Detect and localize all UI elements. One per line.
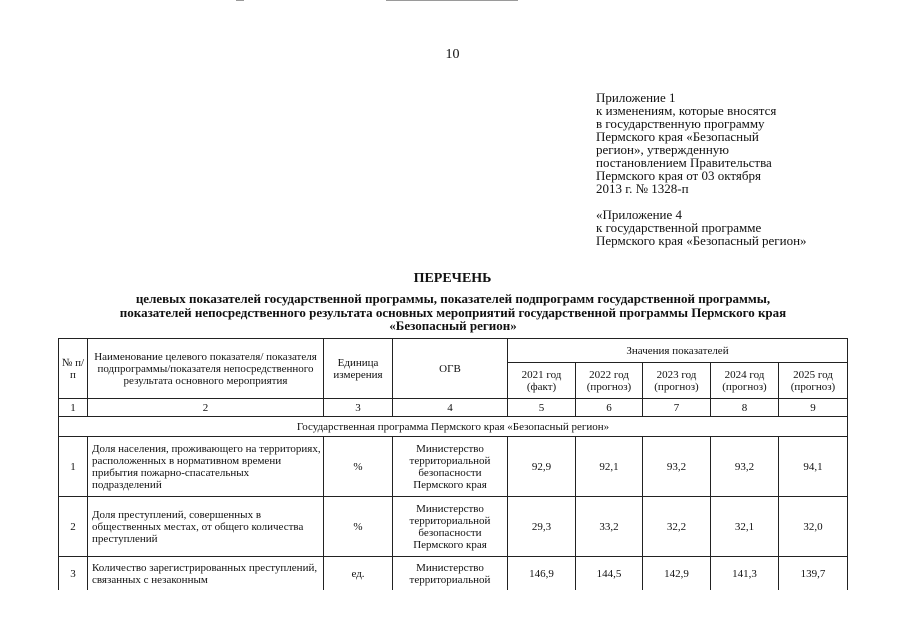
subtitle-line: целевых показателей государственной программы, показателей подпрограмм государственной программы, [135, 291, 771, 306]
document-subtitle [58, 292, 848, 333]
appendix-1-line: к изменениям, которые вносятся [596, 103, 777, 118]
appendix-4-line: к государственной программе [596, 220, 762, 235]
row-value: 32,0 [779, 497, 848, 557]
appendix-4-line: «Приложение 4 [596, 207, 683, 222]
row-unit: % [324, 497, 393, 557]
appendix-1-line: Пермского края «Безопасный [596, 129, 759, 144]
appendix-1-line: в государственную программу [596, 116, 765, 131]
indicators-table [58, 338, 848, 591]
header-year: 2025 год (прогноз) [779, 363, 848, 399]
appendix-4-line: Пермского края «Безопасный регион» [596, 233, 807, 248]
appendix-1-line: 2013 г. № 1328-п [596, 181, 689, 196]
row-value: 32,1 [711, 497, 779, 557]
appendix-1-line: регион», утвержденную [596, 142, 730, 157]
header-year: 2021 год (факт) [508, 363, 576, 399]
row-value: 33,2 [576, 497, 643, 557]
page-number: 10 [445, 47, 460, 62]
row-unit: % [324, 437, 393, 497]
row-ogv: Министерство территориальной [393, 557, 508, 591]
document-title: ПЕРЕЧЕНЬ [413, 271, 492, 286]
header-name: Наименование целевого показателя/ показателя подпрограммы/показателя непосредственного результата основного мероприятия [88, 339, 324, 399]
row-value: 94,1 [779, 437, 848, 497]
header-ogv: ОГВ [393, 339, 508, 399]
row-value: 32,2 [643, 497, 711, 557]
appendix-1-line: постановлением Правительства [596, 155, 772, 170]
appendix-1-line: Пермского края от 03 октября [596, 168, 761, 183]
table-header-row [59, 339, 848, 363]
table-row [59, 557, 848, 591]
row-num: 2 [59, 497, 88, 557]
row-value: 93,2 [643, 437, 711, 497]
row-num: 1 [59, 437, 88, 497]
row-value: 139,7 [779, 557, 848, 591]
column-number: 5 [508, 399, 576, 417]
page-bottom-margin [0, 590, 905, 640]
row-value: 142,9 [643, 557, 711, 591]
row-ogv: Министерство территориальной безопасности Пермского края [393, 437, 508, 497]
column-numbers-row [59, 399, 848, 417]
top-scan-line-left [236, 0, 244, 1]
row-name: Количество зарегистрированных преступлений, связанных с незаконным [88, 557, 324, 591]
appendix-1-line: Приложение 1 [596, 90, 676, 105]
subtitle-line: показателей непосредственного результата основных мероприятий государственной программы Пермского края [119, 304, 787, 320]
column-number: 1 [59, 399, 88, 417]
row-value: 92,9 [508, 437, 576, 497]
row-num: 3 [59, 557, 88, 591]
row-value: 92,1 [576, 437, 643, 497]
row-value: 93,2 [711, 437, 779, 497]
row-unit: ед. [324, 557, 393, 591]
row-value: 144,5 [576, 557, 643, 591]
column-number: 3 [324, 399, 393, 417]
row-value: 141,3 [711, 557, 779, 591]
column-number: 8 [711, 399, 779, 417]
column-number: 2 [88, 399, 324, 417]
table-row [59, 497, 848, 557]
section-row [59, 417, 848, 437]
header-year: 2023 год (прогноз) [643, 363, 711, 399]
row-name: Доля преступлений, совершенных в общественных местах, от общего количества преступлений [88, 497, 324, 557]
row-ogv: Министерство территориальной безопасности Пермского края [393, 497, 508, 557]
table-row [59, 437, 848, 497]
top-scan-line-right [386, 0, 518, 1]
column-number: 6 [576, 399, 643, 417]
row-name: Доля населения, проживающего на территориях, расположенных в нормативном времени прибытия пожарно-спасательных подразделений [88, 437, 324, 497]
appendix-1-block [596, 91, 896, 195]
column-number: 7 [643, 399, 711, 417]
header-year: 2022 год (прогноз) [576, 363, 643, 399]
header-num: № п/п [59, 339, 88, 399]
header-values-group: Значения показателей [508, 339, 848, 363]
row-value: 29,3 [508, 497, 576, 557]
appendix-4-block [596, 208, 896, 247]
column-number: 9 [779, 399, 848, 417]
row-value: 146,9 [508, 557, 576, 591]
column-number: 4 [393, 399, 508, 417]
header-year: 2024 год (прогноз) [711, 363, 779, 399]
section-title: Государственная программа Пермского края «Безопасный регион» [59, 417, 848, 437]
subtitle-line: «Безопасный регион» [389, 318, 517, 333]
header-unit: Единица измерения [324, 339, 393, 399]
